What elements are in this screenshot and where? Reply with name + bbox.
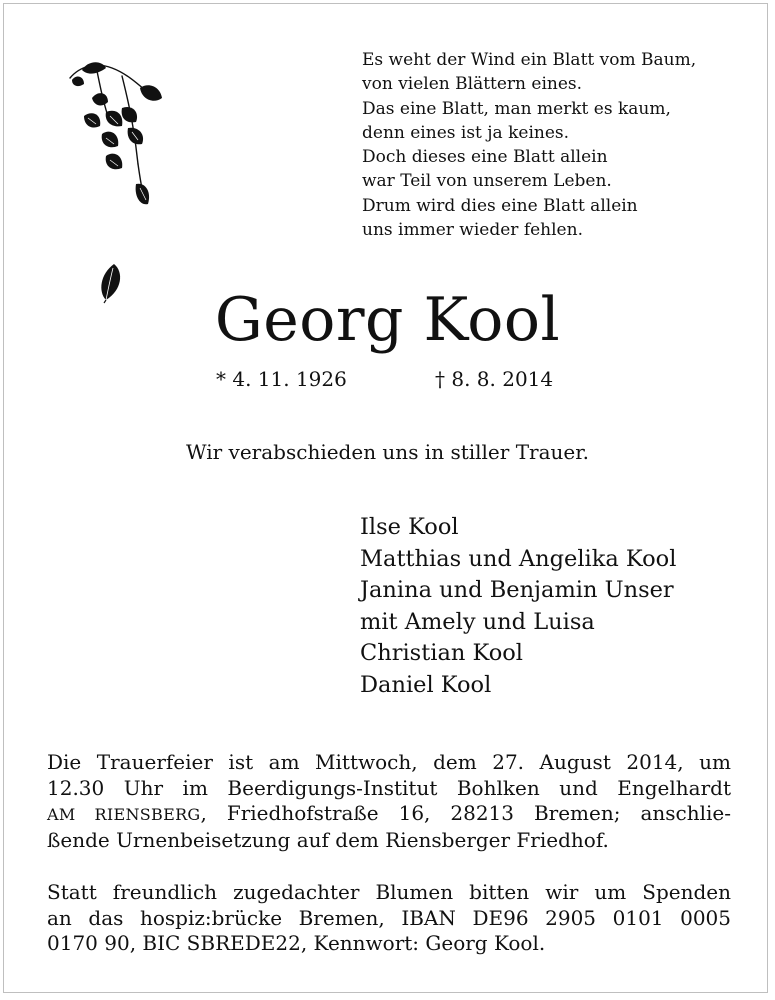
mourner-name: Daniel Kool — [360, 671, 492, 698]
ceremony-line: ßende Urnenbeisetzung auf dem Riensberger Friedhof. — [47, 827, 609, 852]
poem-line: Es weht der Wind ein Blatt vom Baum, — [362, 50, 697, 70]
farewell-text: Wir verabschieden uns in stiller Trauer. — [186, 440, 589, 464]
mourner-name: Matthias und Angelika Kool — [360, 545, 677, 572]
deceased-name: Georg Kool — [214, 285, 561, 355]
donation-line: 0170 90, BIC SBREDE22, Kennwort: Georg Kool. — [47, 931, 546, 955]
birth-date: * 4. 11. 1926 — [216, 367, 347, 391]
mourner-name: Janina und Benjamin Unser — [360, 577, 674, 604]
mourners-list — [360, 512, 676, 702]
donation-line: Statt freundlich zugedachter Blumen bitten wir um Spenden — [47, 880, 731, 904]
mourner-name: Christian Kool — [360, 640, 523, 667]
poem-line: Doch dieses eine Blatt allein — [362, 147, 608, 168]
poem-line: Drum wird dies eine Blatt allein — [362, 195, 638, 216]
ceremony-line — [47, 801, 731, 828]
donation-line: an das hospiz:brücke Bremen, IBAN DE96 2905 0101 0005 — [47, 905, 731, 930]
poem-line: von vielen Blättern eines. — [362, 74, 583, 95]
poem-line: uns immer wieder fehlen. — [362, 220, 583, 241]
poem-line: war Teil von unserem Leben. — [362, 171, 612, 192]
poem — [362, 48, 752, 242]
venue-name: AM RIENSBERG — [47, 805, 201, 824]
ceremony-paragraph — [47, 750, 731, 853]
leaf-branch-icon — [66, 56, 166, 216]
venue-address: , Friedhofstraße 16, 28213 Bremen; anschlie- — [200, 801, 731, 825]
mourner-name: mit Amely und Luisa — [360, 608, 595, 635]
poem-line: denn eines ist ja keines. — [362, 122, 570, 143]
poem-line: Das eine Blatt, man merkt es kaum, — [362, 98, 671, 119]
ceremony-line: 12.30 Uhr im Beerdigungs-Institut Bohlken und Engelhardt — [47, 775, 731, 800]
death-date: † 8. 8. 2014 — [435, 367, 554, 391]
donation-paragraph — [47, 880, 731, 957]
ceremony-line: Die Trauerfeier ist am Mittwoch, dem 27. August 2014, um — [47, 750, 731, 774]
mourner-name: Ilse Kool — [360, 514, 459, 540]
